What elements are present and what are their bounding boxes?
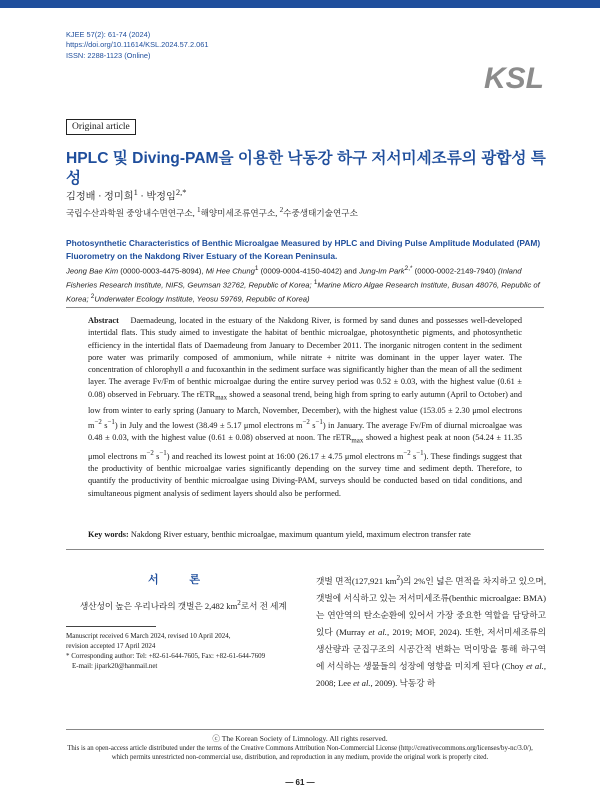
license-rule	[66, 729, 544, 730]
journal-meta	[66, 30, 208, 61]
abstract-top-rule	[66, 307, 544, 308]
logo-text: KSL	[484, 62, 544, 95]
license-line-1: This is an open-access article distributed under the terms of the Creative Commons Attribution Non-Commercial License (http://creativecommons.org/licenses/by-nc/3.0/),	[67, 744, 533, 752]
ksl-logo	[484, 60, 544, 95]
page-number: — 61 —	[285, 778, 315, 787]
accepted-date: revision accepted 17 April 2024	[66, 642, 156, 650]
abstract-label: Abstract	[88, 316, 119, 325]
keywords-label: Key words:	[88, 530, 129, 539]
doi-link[interactable]: https://doi.org/10.11614/KSL.2024.57.2.061	[66, 40, 209, 50]
issn: ISSN: 2288-1123 (Online)	[66, 50, 151, 60]
section-title-introduction: 서 론	[147, 574, 214, 586]
article-type-badge: Original article	[66, 119, 136, 135]
authors-korean: 김정배 · 정미희$^1$ · 박정임$^{2,*}$	[66, 187, 187, 203]
title-english: Photosynthetic Characteristics of Benthic Microalgae Measured by HPLC and Diving Pulse Amplitude Modulated (PAM) Fluorometry on the Nakdong River Estuary of the Korean Peninsula.	[66, 238, 541, 261]
journal-citation: KJEE 57(2): 61-74 (2024)	[66, 30, 151, 39]
copyright: ⓒ The Korean Society of Limnology. All rights reserved.	[212, 734, 388, 743]
license-line-2: which permits unrestricted non-commercial use, distribution, and reproduction in any medium, provide the original work is properly cited.	[111, 754, 489, 762]
top-color-bar	[0, 0, 600, 8]
author-email: E-mail: jipark20@hanmail.net	[72, 662, 158, 670]
corresponding-author: * Corresponding author: Tel: +82-61-644-7605, Fax: +82-61-644-7609	[66, 652, 266, 660]
authors-english: Jeong Bae Kim (0000-0003-4475-8094), Mi Hee Chung$^1$ (0009-0004-4150-4042) and Jung-Im Park$^{2,*}$ (0000-0002-2149-7940) (Inland Fisheries Research Institute, NIFS, Geumsan 32762, Republic of Korea; $^1$Marine Micro Algae Research Institute, Busan 48076, Republic of Korea; $^2$Underwater Ecology Institute, Yeosu 59769, Republic of Korea)	[66, 265, 540, 304]
license-notice	[40, 734, 560, 763]
title-korean: HPLC 및 Diving-PAM을 이용한 낙동강 하구 저서미세조류의 광합성 특성	[66, 150, 546, 187]
abstract-bottom-rule	[66, 549, 544, 550]
footnote-rule	[66, 626, 156, 627]
received-date: Manuscript received 6 March 2024, revised 10 April 2024,	[66, 632, 231, 640]
intro-column-right: 갯벌 면적(127,921 $km^2$)의 2%인 넓은 면적을 차지하고 있으며, 갯벌에 서식하고 있는 저서미세조류(benthic microalgae: BMA)는 연안역의 탄소순환에 있어서 가장 중요한 역할을 담당하고 있다 (Murray et al., 2019; MOF, 2024). 또한, 저서미세조류의 생산량과 군집구조의 시공간적 변화는 먹이망을 통해 하구역에 서식하는 생물들의 성장에 영향을 미치게 된다 (Choy et al., 2008; Lee et al., 2009). 낙동강 하	[316, 574, 546, 689]
footnotes	[66, 631, 302, 671]
abstract: Abstract Daemadeung, located in the estuary of the Nakdong River, is formed by sand dunes and possesses well-developed intertidal flats. This study aimed to investigate the habitat of benthic microalgae, photosynthetic pigments, and photosynthetic efficiency in the intertidal flats of Daemadeung from January to December 2011. The inorganic nitrogen content in the sediment pore water was primarily composed of ammonium, while nitrate + nitrite was dominant in the upper layer water. The concentration of chlorophyll a and fucoxanthin in the sediment surface was significantly higher than the mean of all the sediment layer. The average Fv/Fm of benthic microalgae during the entire survey period was 0.52 ± 0.03, with the highest value (0.61 ± 0.08) observed in February. The rETR$_{max}$ showed a seasonal trend, being high from spring to early autumn (April to October) and low from winter to early spring (January to March, November, December), with the highest value (153.05 ± 2.30 μmol electrons $m^{-2}$ $s^{-1}$) in July and the lowest (38.49 ± 5.17 μmol electrons $m^{-2}$ $s^{-1}$) in January. The average Fv/Fm of diurnal microalgae was 0.48 ± 0.03, with the highest value (0.61 ± 0.08) observed at noon. The rETR$_{max}$ showed a highest peak at noon (54.24 ± 11.35 μmol electrons $m^{-2}$ $s^{-1}$) and reached its lowest point at 16:00 (26.17 ± 4.75 μmol electrons $m^{-2}$ $s^{-1}$). These findings suggest that the productivity of benthic microalgae varies significantly depending on the survey time and sediment depth. Therefore, to quantify the productivity of benthic microalgae using Diving-PAM, surveys should be conducted based on tidal conditions, and simultaneous pigment analysis of sediment layers should also be performed.	[88, 316, 523, 498]
keywords: Key words: Nakdong River estuary, benthic microalgae, maximum quantum yield, maximum electron transfer rate	[88, 530, 471, 539]
affiliations-korean: 국립수산과학원 중앙내수면연구소, $^1$해양미세조류연구소, $^2$수중생태기술연구소	[66, 206, 358, 218]
intro-first-line: 생산성이 높은 우리나라의 갯벌은 2,482 $km^2$로서 전 세계	[80, 599, 287, 611]
